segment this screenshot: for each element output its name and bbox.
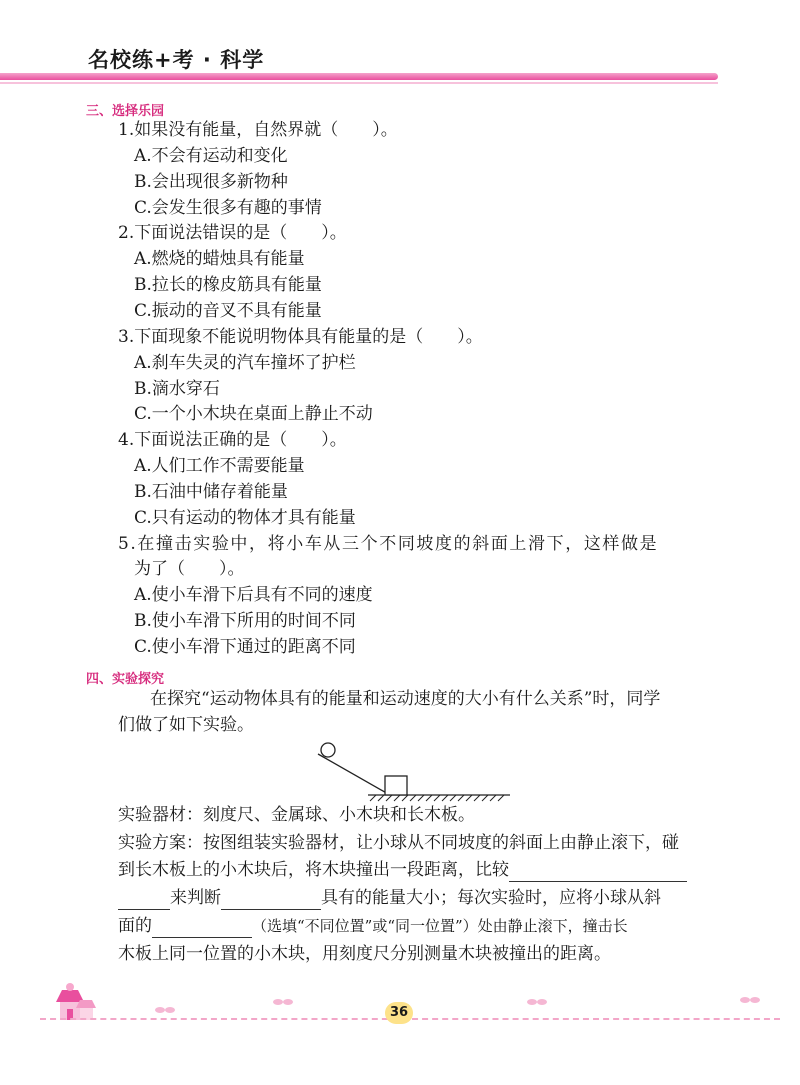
plan-line4-text-b: （选填“不同位置”或“同一位置”）处由静止滚下，撞击长 (252, 917, 628, 935)
plan-line5: 木板上同一位置的小木块，用刻度尺分别测量木块被撞出的距离。 (118, 944, 611, 964)
q2-option-b: B.拉长的橡皮筋具有能量 (134, 275, 322, 295)
q5-option-b: B.使小车滑下所用的时间不同 (134, 611, 356, 631)
q4-stem: 4.下面说法正确的是（ ）。 (118, 430, 347, 450)
q3-option-c: C.一个小木块在桌面上静止不动 (134, 404, 373, 424)
q1-option-c: C.会发生很多有趣的事情 (134, 198, 322, 218)
plan-line3 (118, 886, 661, 910)
header-title: 名校练+考 · 科学 (88, 48, 265, 72)
q5-stem-line1: 5.在撞击实验中，将小车从三个不同坡度的斜面上滑下，这样做是 (118, 534, 659, 554)
plan-line3-text-a: 来判断 (170, 888, 221, 908)
header-bar-thin (0, 82, 718, 84)
plan-line4-text-a: 面的 (118, 916, 152, 936)
section-title-experiment: 四、实验探究 (86, 672, 165, 687)
plan-line1: 实验方案：按图组装实验器材，让小球从不同坡度的斜面上由静止滚下，碰 (118, 833, 679, 853)
q5-option-a: A.使小车滑下后具有不同的速度 (134, 585, 373, 605)
page-number: 36 (385, 1002, 413, 1024)
ball-icon (321, 743, 335, 757)
wood-block-icon (385, 776, 407, 795)
q4-option-a: A.人们工作不需要能量 (134, 456, 305, 476)
intro-line1: 在探究“运动物体具有的能量和运动速度的大小有什么关系”时，同学 (150, 689, 661, 709)
plan-line2-text: 到长木板上的小木块后，将木块撞出一段距离，比较 (118, 860, 509, 880)
q5-stem-line2: 为了（ ）。 (134, 559, 245, 579)
intro-line2: 们做了如下实验。 (118, 715, 254, 735)
q1-option-b: B.会出现很多新物种 (134, 172, 288, 192)
q2-stem: 2.下面说法错误的是（ ）。 (118, 223, 347, 243)
plan-line3-text-b: 具有的能量大小；每次实验时，应将小球从斜 (321, 888, 661, 908)
plan-line2 (118, 858, 687, 882)
materials-line: 实验器材：刻度尺、金属球、小木块和长木板。 (118, 805, 475, 825)
q4-option-c: C.只有运动的物体才具有能量 (134, 508, 356, 528)
plan-line4 (118, 914, 628, 938)
experiment-diagram (310, 740, 515, 802)
answer-blank-1-cont[interactable] (118, 891, 170, 910)
grass-sprout-decoration (100, 988, 780, 1018)
q2-option-a: A.燃烧的蜡烛具有能量 (134, 249, 305, 269)
q3-option-b: B.滴水穿石 (134, 379, 220, 399)
q4-option-b: B.石油中储存着能量 (134, 482, 288, 502)
answer-blank-1[interactable] (509, 863, 687, 882)
q2-option-c: C.振动的音叉不具有能量 (134, 301, 322, 321)
answer-blank-3[interactable] (152, 919, 252, 938)
q1-option-a: A.不会有运动和变化 (134, 146, 288, 166)
q3-stem: 3.下面现象不能说明物体具有能量的是（ ）。 (118, 327, 483, 347)
ramp-line (318, 754, 390, 795)
section-title-choice: 三、选择乐园 (86, 104, 165, 119)
answer-blank-2[interactable] (221, 891, 321, 910)
q5-option-c: C.使小车滑下通过的距离不同 (134, 637, 356, 657)
q1-stem: 1.如果没有能量，自然界就（ ）。 (118, 120, 398, 140)
header-bar (0, 73, 718, 80)
q3-option-a: A.刹车失灵的汽车撞坏了护栏 (134, 353, 356, 373)
